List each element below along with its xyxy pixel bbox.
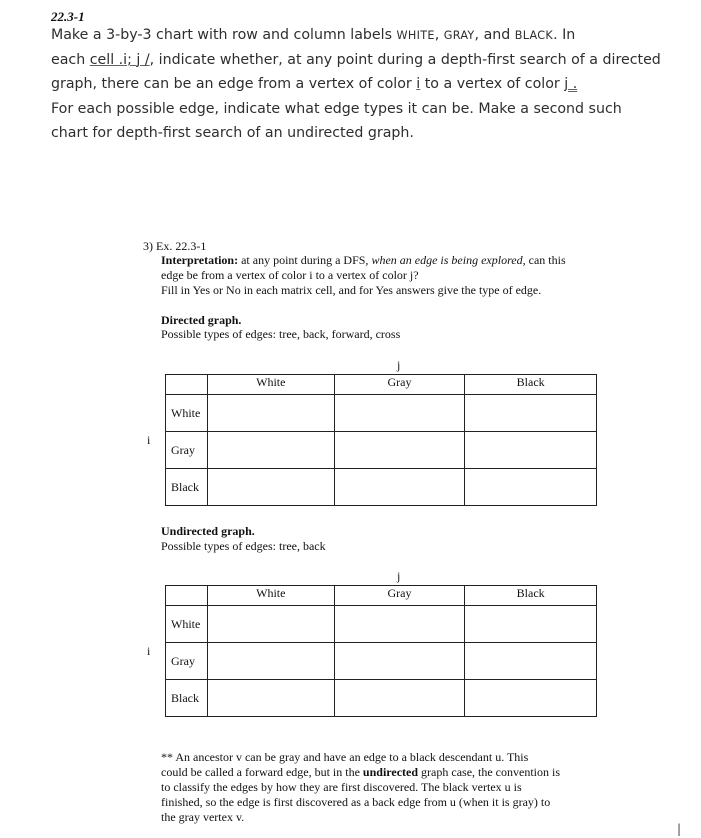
interp-text-a: at any point during a DFS, <box>238 253 372 267</box>
matrix-cell <box>334 606 465 643</box>
margin-mark: | <box>677 822 682 836</box>
cell-notation: cell .i; j / <box>89 52 150 68</box>
footnote-line-4: finished, so the edge is first discovered as a back edge from u (when it is gray) to <box>161 795 551 809</box>
matrix-cell <box>207 680 334 717</box>
interpretation-line-2: edge be from a vertex of color i to a vertex of color j? <box>161 268 419 282</box>
matrix-cell <box>334 469 465 506</box>
row-header: Gray <box>166 432 208 469</box>
matrix-cell <box>207 395 334 432</box>
matrix-cell <box>465 680 597 717</box>
row-header: White <box>166 606 208 643</box>
exercise-line-1 <box>51 27 575 43</box>
interpretation-line-3: Fill in Yes or No in each matrix cell, and for Yes answers give the type of edge. <box>161 283 542 297</box>
directed-j-label: j <box>397 358 401 372</box>
interp-text-b: can this <box>525 253 566 267</box>
matrix-cell <box>207 469 334 506</box>
exercise-line-2 <box>51 52 661 68</box>
matrix-cell <box>334 643 465 680</box>
label-gray-smallcaps: GRAY <box>443 29 475 42</box>
directed-matrix <box>165 374 597 506</box>
exercise-line-3 <box>51 76 577 92</box>
column-header: White <box>207 375 334 395</box>
column-header: Black <box>465 586 597 606</box>
row-header: White <box>166 395 208 432</box>
solution-header: 3) Ex. 22.3-1 <box>143 239 207 253</box>
line3-text-a: graph, there can be an edge from a vertex of color <box>51 76 417 92</box>
footnote <box>161 750 631 825</box>
interpretation-line-1 <box>161 253 566 268</box>
matrix-cell <box>465 606 597 643</box>
column-header: Black <box>465 375 597 395</box>
footnote-line-1 <box>161 750 631 765</box>
footnote-text-2b: graph case, the convention is <box>418 765 561 779</box>
undirected-j-label: j <box>397 569 401 583</box>
column-header: Gray <box>334 586 465 606</box>
sep-2: , and <box>474 27 515 43</box>
undirected-matrix <box>165 585 597 717</box>
footnote-text-2a: could be called a forward edge, but in the <box>161 765 363 779</box>
directed-title: Directed graph. <box>161 313 242 327</box>
exercise-line-5: chart for depth-first search of an undirected graph. <box>51 125 414 141</box>
matrix-cell <box>465 469 597 506</box>
footnote-text-a: An ancestor v can be gray and have an edge to a black descendant u. This <box>173 750 529 764</box>
color-j: j . <box>564 76 578 92</box>
line2-text-b: , indicate whether, at any point during a depth-first search of a directed <box>149 52 661 68</box>
corner-cell <box>166 586 208 606</box>
directed-i-label: i <box>147 433 151 447</box>
row-header: Black <box>166 469 208 506</box>
footnote-bold-undirected: undirected <box>362 765 419 779</box>
matrix-cell <box>334 395 465 432</box>
line1-text-a: Make a 3-by-3 chart with row and column labels <box>51 27 397 43</box>
line3-text-b: to a vertex of color <box>420 76 565 92</box>
matrix-cell <box>207 432 334 469</box>
footnote-stars: ** <box>161 750 173 764</box>
interpretation-label: Interpretation: <box>161 253 239 267</box>
footnote-line-5: the gray vertex v. <box>161 810 245 824</box>
undirected-title: Undirected graph. <box>161 524 255 538</box>
label-white-smallcaps: WHITE <box>396 29 435 42</box>
matrix-cell <box>207 643 334 680</box>
label-black-smallcaps: BLACK <box>514 29 554 42</box>
line1-text-b: . In <box>553 27 576 43</box>
matrix-cell <box>334 432 465 469</box>
column-header: White <box>207 586 334 606</box>
matrix-cell <box>465 395 597 432</box>
line2-text-a: each <box>51 52 90 68</box>
row-header: Gray <box>166 643 208 680</box>
undirected-types: Possible types of edges: tree, back <box>161 539 326 553</box>
corner-cell <box>166 375 208 395</box>
footnote-line-2 <box>161 765 631 780</box>
sep-1: , <box>434 27 444 43</box>
matrix-cell <box>207 606 334 643</box>
exercise-line-4: For each possible edge, indicate what edge types it can be. Make a second such <box>51 101 622 117</box>
matrix-cell <box>465 432 597 469</box>
column-header: Gray <box>334 375 465 395</box>
color-i: i <box>416 76 421 92</box>
exercise-number: 22.3-1 <box>51 9 85 24</box>
matrix-cell <box>334 680 465 717</box>
interp-italic: when an edge is being explored, <box>371 253 526 267</box>
undirected-i-label: i <box>147 644 151 658</box>
directed-types: Possible types of edges: tree, back, forward, cross <box>161 327 401 341</box>
matrix-cell <box>465 643 597 680</box>
footnote-line-3: to classify the edges by how they are first discovered. The black vertex u is <box>161 780 522 794</box>
row-header: Black <box>166 680 208 717</box>
